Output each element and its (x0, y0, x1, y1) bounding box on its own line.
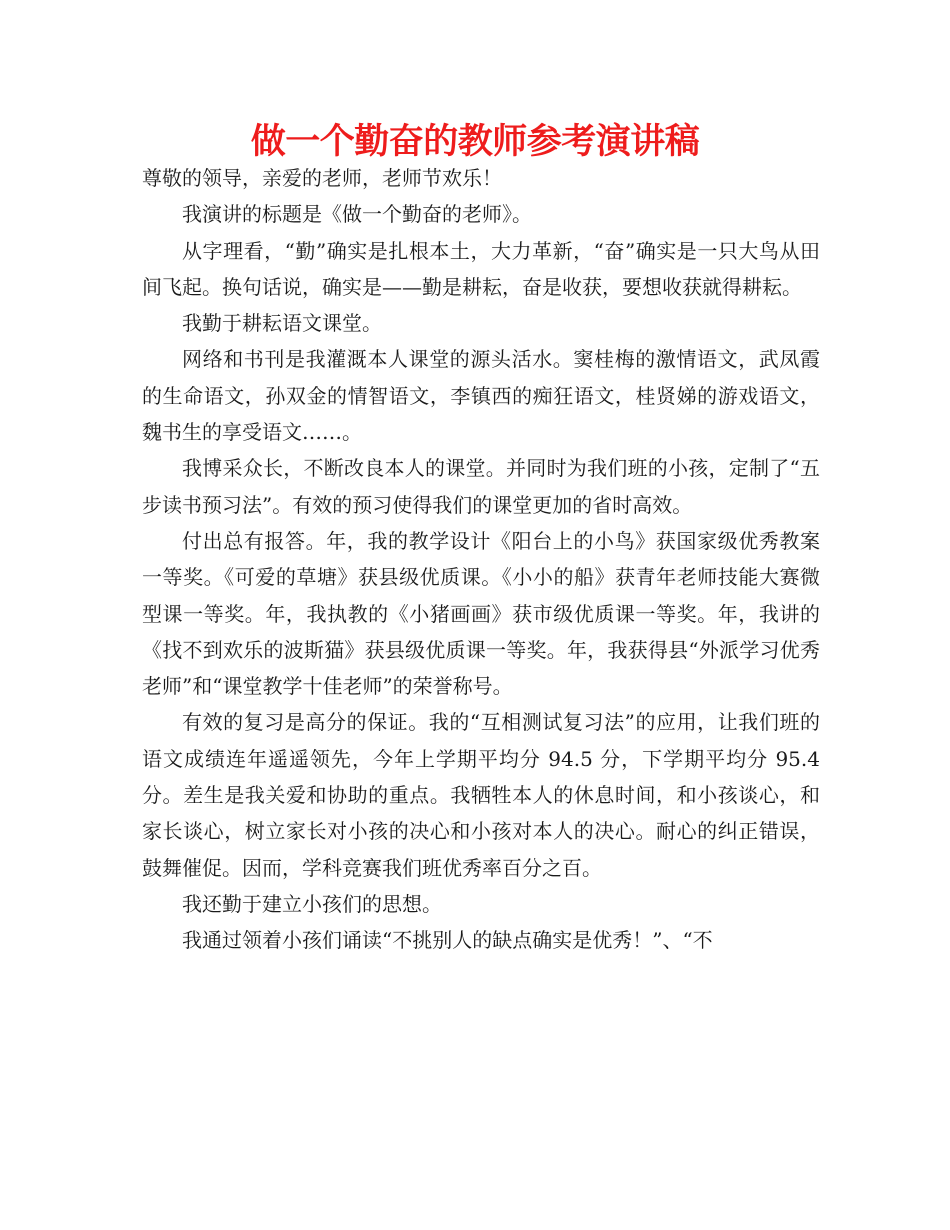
paragraph-thought: 我还勤于建立小孩们的思想。 (182, 891, 442, 916)
paragraph-sources: 网络和书刊是我灌溉本人课堂的源头活水。窦桂梅的激情语文，武凤霞的生命语文，孙双金的情智语文，李镇西的痴狂语文，桂贤娣的游戏语文，魏书生的享受语文……。 (142, 347, 820, 445)
paragraph-topic: 我演讲的标题是《做一个勤奋的老师》。 (182, 202, 532, 227)
document-body (142, 160, 820, 959)
paragraph-awards: 付出总有报答。年，我的教学设计《阳台上的小鸟》获国家级优秀教案一等奖。《可爱的草塘》获县级优质课。《小小的船》获青年老师技能大赛微型课一等奖。年，我执教的《小猪画画》获市级优质课一等奖。年，我讲的《找不到欢乐的波斯猫》获县级优质课一等奖。年，我获得县“外派学习优秀老师”和“课堂教学十佳老师”的荣誉称号。 (142, 528, 820, 699)
document-title: 做一个勤奋的教师参考演讲稿 (250, 122, 700, 162)
paragraph-reading: 我通过领着小孩们诵读“不挑别人的缺点确实是优秀！”、“不 (182, 928, 713, 953)
paragraph-etymology: 从字理看，“勤”确实是扎根本土，大力革新，“奋”确实是一只大鸟从田间飞起。换句话说，确实是——勤是耕耘，奋是收获，要想收获就得耕耘。 (142, 238, 820, 299)
paragraph-method: 我博采众长，不断改良本人的课堂。并同时为我们班的小孩，定制了“五步读书预习法”。有效的预习使得我们的课堂更加的省时高效。 (142, 456, 820, 517)
paragraph-greeting: 尊敬的领导，亲爱的老师，老师节欢乐！ (142, 166, 502, 190)
paragraph-classroom: 我勤于耕耘语文课堂。 (182, 311, 382, 336)
paragraph-review: 有效的复习是高分的保证。我的“互相测试复习法”的应用，让我们班的语文成绩连年遥遥领先，今年上学期平均分 94.5 分，下学期平均分 95.4 分。差生是我关爱和协助的重点。我牺牲本人的休息时间，和小孩谈心，和家长谈心，树立家长对小孩的决心和小孩对本人的决心。耐心的纠正错误，鼓舞催促。因而，学科竞赛我们班优秀率百分之百。 (142, 710, 820, 880)
